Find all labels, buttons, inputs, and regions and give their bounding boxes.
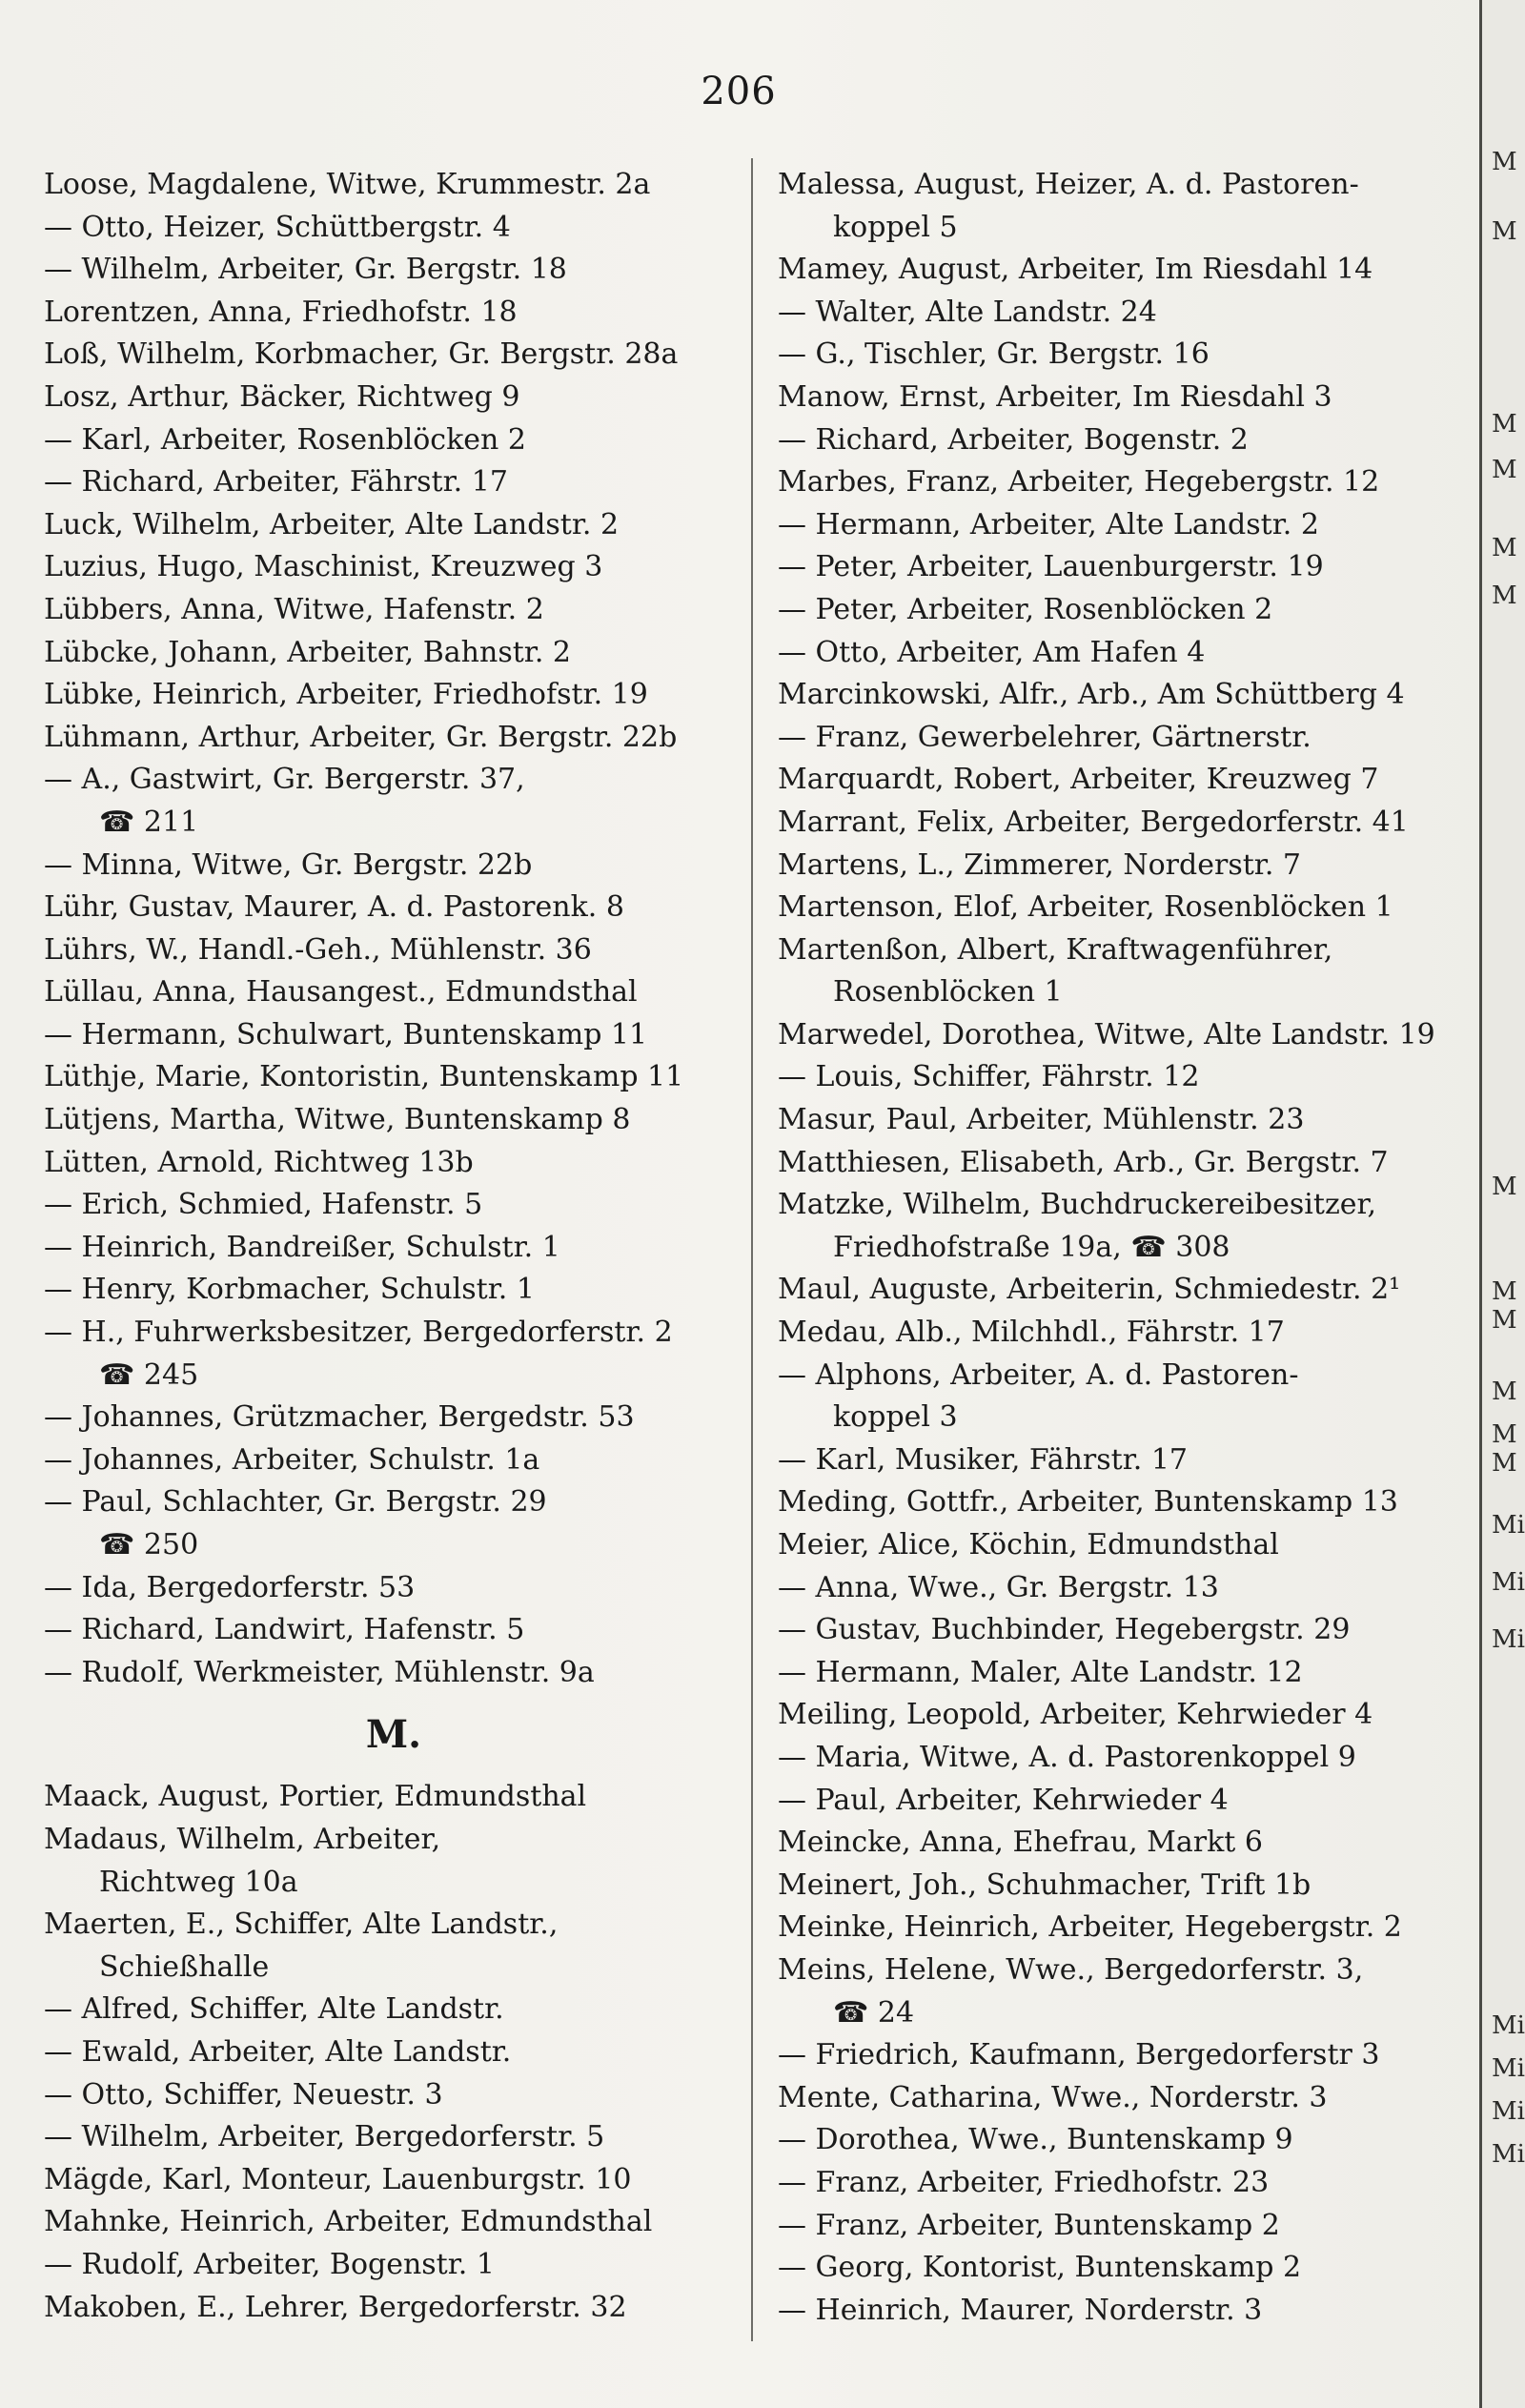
directory-entry: Lorentzen, Anna, Friedhofstr. 18 [44, 295, 518, 329]
entry-continuation: ☎ 24 [833, 1995, 915, 2030]
adjacent-page-fragment: Mi [1492, 2054, 1525, 2083]
directory-entry: Luzius, Hugo, Maschinist, Kreuzweg 3 [44, 550, 603, 584]
directory-entry: Marbes, Franz, Arbeiter, Hegebergstr. 12 [778, 465, 1380, 500]
page-number: 206 [701, 70, 777, 113]
directory-entry: — Johannes, Arbeiter, Schulstr. 1a [44, 1442, 540, 1477]
adjacent-page-fragment: M [1492, 410, 1517, 439]
directory-entry: — Peter, Arbeiter, Rosenblöcken 2 [778, 592, 1273, 626]
directory-entry: — Minna, Witwe, Gr. Bergstr. 22b [44, 847, 533, 882]
directory-entry: — Anna, Wwe., Gr. Bergstr. 13 [778, 1570, 1219, 1604]
directory-entry: Martenson, Elof, Arbeiter, Rosenblöcken 1 [778, 890, 1393, 925]
directory-entry: Lübbers, Anna, Witwe, Hafenstr. 2 [44, 592, 544, 626]
directory-entry: Loß, Wilhelm, Korbmacher, Gr. Bergstr. 28a [44, 337, 679, 372]
left-column [44, 164, 743, 2329]
directory-entry: Maerten, E., Schiffer, Alte Landstr., [44, 1908, 559, 1942]
entry-continuation: Richtweg 10a [99, 1865, 298, 1899]
directory-entry: — Heinrich, Bandreißer, Schulstr. 1 [44, 1230, 560, 1264]
entry-continuation: Friedhofstraße 19a, ☎ 308 [833, 1230, 1230, 1264]
directory-entry: — Ida, Bergedorferstr. 53 [44, 1570, 416, 1604]
adjacent-page-fragment: M [1492, 456, 1517, 484]
directory-entry: Madaus, Wilhelm, Arbeiter, [44, 1822, 441, 1856]
directory-entry: Matzke, Wilhelm, Buchdruckereibesitzer, [778, 1188, 1377, 1222]
directory-entry: — Gustav, Buchbinder, Hegebergstr. 29 [778, 1613, 1351, 1647]
directory-entry: — Walter, Alte Landstr. 24 [778, 295, 1157, 329]
directory-entry: Maack, August, Portier, Edmundsthal [44, 1780, 587, 1814]
adjacent-page-fragment: M [1492, 148, 1517, 176]
directory-entry: Lührs, W., Handl.-Geh., Mühlenstr. 36 [44, 932, 592, 967]
directory-entry: Lüthje, Marie, Kontoristin, Buntenskamp 11 [44, 1060, 684, 1094]
directory-entry: Martenßon, Albert, Kraftwagenführer, [778, 932, 1333, 967]
directory-entry: Lühr, Gustav, Maurer, A. d. Pastorenk. 8 [44, 890, 624, 925]
directory-entry: Mente, Catharina, Wwe., Norderstr. 3 [778, 2080, 1328, 2114]
adjacent-page-fragment: M [1492, 1306, 1517, 1335]
directory-entry: — A., Gastwirt, Gr. Bergerstr. 37, [44, 763, 525, 797]
directory-entry: — Alfred, Schiffer, Alte Landstr. [44, 1992, 504, 2027]
section-heading: M. [365, 1712, 422, 1758]
entry-continuation: koppel 5 [833, 210, 958, 244]
directory-entry: Meincke, Anna, Ehefrau, Markt 6 [778, 1826, 1263, 1860]
directory-entry: Losz, Arthur, Bäcker, Richtweg 9 [44, 379, 520, 414]
directory-entry: Martens, L., Zimmerer, Norderstr. 7 [778, 847, 1301, 882]
directory-entry: Matthiesen, Elisabeth, Arb., Gr. Bergstr. 7 [778, 1145, 1389, 1179]
directory-entry: Lütten, Arnold, Richtweg 13b [44, 1145, 474, 1179]
adjacent-page-edge [1479, 0, 1525, 2408]
directory-entry: — Franz, Arbeiter, Buntenskamp 2 [778, 2208, 1280, 2242]
directory-entry: — Richard, Arbeiter, Bogenstr. 2 [778, 422, 1249, 457]
adjacent-page-fragment: Mi [1492, 2011, 1525, 2040]
directory-entry: Maul, Auguste, Arbeiterin, Schmiedestr. 2¹ [778, 1273, 1401, 1307]
adjacent-page-fragment: Mi [1492, 1625, 1525, 1654]
directory-entry: — Otto, Arbeiter, Am Hafen 4 [778, 635, 1206, 669]
directory-entry: — Georg, Kontorist, Buntenskamp 2 [778, 2251, 1302, 2285]
adjacent-page-fragment: Mi [1492, 1568, 1525, 1597]
directory-entry: — Dorothea, Wwe., Buntenskamp 9 [778, 2123, 1293, 2157]
directory-entry: — Alphons, Arbeiter, A. d. Pastoren- [778, 1357, 1299, 1392]
directory-entry: — H., Fuhrwerksbesitzer, Bergedorferstr. 2 [44, 1316, 673, 1350]
entry-continuation: ☎ 211 [99, 805, 199, 839]
directory-entry: Mamey, August, Arbeiter, Im Riesdahl 14 [778, 253, 1373, 287]
directory-entry: — Hermann, Arbeiter, Alte Landstr. 2 [778, 507, 1319, 541]
directory-entry: Meinke, Heinrich, Arbeiter, Hegebergstr. 2 [778, 1910, 1402, 1945]
directory-entry: — Johannes, Grützmacher, Bergedstr. 53 [44, 1400, 635, 1435]
entry-continuation: ☎ 245 [99, 1357, 199, 1392]
directory-entry: Loose, Magdalene, Witwe, Krummestr. 2a [44, 168, 651, 201]
column-divider [751, 158, 753, 2341]
adjacent-page-fragment: M [1492, 217, 1517, 246]
directory-entry: Marrant, Felix, Arbeiter, Bergedorferstr. 41 [778, 805, 1409, 839]
directory-entry: Lüllau, Anna, Hausangest., Edmundsthal [44, 975, 638, 1010]
entry-continuation: ☎ 250 [99, 1528, 199, 1561]
directory-entry: — Paul, Schlachter, Gr. Bergstr. 29 [44, 1485, 547, 1520]
directory-entry: Lütjens, Martha, Witwe, Buntenskamp 8 [44, 1103, 631, 1137]
directory-entry: Masur, Paul, Arbeiter, Mühlenstr. 23 [778, 1103, 1305, 1137]
directory-entry: — G., Tischler, Gr. Bergstr. 16 [778, 337, 1210, 372]
directory-entry: Lübcke, Johann, Arbeiter, Bahnstr. 2 [44, 635, 571, 669]
directory-entry: Marwedel, Dorothea, Witwe, Alte Landstr. 19 [778, 1017, 1435, 1051]
directory-entry: — Richard, Landwirt, Hafenstr. 5 [44, 1613, 525, 1647]
adjacent-page-fragment: M [1492, 1173, 1517, 1201]
directory-entry: Meding, Gottfr., Arbeiter, Buntenskamp 13 [778, 1485, 1398, 1520]
directory-entry: — Hermann, Schulwart, Buntenskamp 11 [44, 1017, 648, 1051]
directory-entry: — Henry, Korbmacher, Schulstr. 1 [44, 1273, 535, 1307]
directory-entry: Manow, Ernst, Arbeiter, Im Riesdahl 3 [778, 379, 1332, 414]
directory-entry: — Hermann, Maler, Alte Landstr. 12 [778, 1655, 1303, 1689]
right-column [778, 164, 1474, 2332]
adjacent-page-fragment: Mi [1492, 2140, 1525, 2169]
directory-entry: — Rudolf, Werkmeister, Mühlenstr. 9a [44, 1655, 595, 1689]
directory-entry: Meins, Helene, Wwe., Bergedorferstr. 3, [778, 1952, 1364, 1987]
directory-entry: Mägde, Karl, Monteur, Lauenburgstr. 10 [44, 2162, 632, 2196]
directory-entry: Meier, Alice, Köchin, Edmundsthal [778, 1528, 1279, 1561]
directory-entry: Lübke, Heinrich, Arbeiter, Friedhofstr. 19 [44, 678, 648, 712]
directory-entry: — Wilhelm, Arbeiter, Bergedorferstr. 5 [44, 2120, 605, 2154]
directory-entry: — Karl, Arbeiter, Rosenblöcken 2 [44, 422, 526, 457]
directory-entry: — Franz, Arbeiter, Friedhofstr. 23 [778, 2165, 1270, 2199]
directory-entry: — Friedrich, Kaufmann, Bergedorferstr 3 [778, 2038, 1380, 2072]
directory-entry: Lühmann, Arthur, Arbeiter, Gr. Bergstr. 22b [44, 720, 678, 754]
entry-continuation: Rosenblöcken 1 [833, 975, 1063, 1010]
directory-entry: Meiling, Leopold, Arbeiter, Kehrwieder 4 [778, 1698, 1373, 1732]
adjacent-page-fragment: M [1492, 1377, 1517, 1406]
entry-continuation: Schießhalle [99, 1949, 270, 1984]
directory-entry: — Peter, Arbeiter, Lauenburgerstr. 19 [778, 550, 1324, 584]
adjacent-page-fragment: M [1492, 1277, 1517, 1306]
directory-entry: — Otto, Heizer, Schüttbergstr. 4 [44, 210, 511, 244]
directory-entry: — Rudolf, Arbeiter, Bogenstr. 1 [44, 2247, 495, 2281]
directory-entry: — Louis, Schiffer, Fährstr. 12 [778, 1060, 1200, 1094]
directory-entry: — Heinrich, Maurer, Norderstr. 3 [778, 2293, 1263, 2327]
directory-entry: Luck, Wilhelm, Arbeiter, Alte Landstr. 2 [44, 507, 620, 541]
directory-entry: Marquardt, Robert, Arbeiter, Kreuzweg 7 [778, 763, 1379, 797]
entry-continuation: koppel 3 [833, 1400, 958, 1435]
adjacent-page-fragment: M [1492, 1449, 1517, 1478]
directory-entry: Medau, Alb., Milchhdl., Fährstr. 17 [778, 1316, 1285, 1350]
adjacent-page-fragment: Mi [1492, 1511, 1525, 1540]
directory-entry: — Wilhelm, Arbeiter, Gr. Bergstr. 18 [44, 253, 567, 287]
directory-entry: — Ewald, Arbeiter, Alte Landstr. [44, 2034, 512, 2069]
directory-entry: Marcinkowski, Alfr., Arb., Am Schüttberg 4 [778, 678, 1405, 712]
adjacent-page-fragment: Mi [1492, 2097, 1525, 2126]
directory-entry: Malessa, August, Heizer, A. d. Pastoren- [778, 168, 1359, 201]
directory-entry: — Franz, Gewerbelehrer, Gärtnerstr. [778, 720, 1312, 754]
directory-entry: Meinert, Joh., Schuhmacher, Trift 1b [778, 1867, 1312, 1902]
directory-entry: Mahnke, Heinrich, Arbeiter, Edmundsthal [44, 2205, 653, 2239]
adjacent-page-fragment: M [1492, 582, 1517, 610]
directory-entry: — Erich, Schmied, Hafenstr. 5 [44, 1188, 483, 1222]
directory-entry: — Paul, Arbeiter, Kehrwieder 4 [778, 1783, 1229, 1817]
directory-entry: — Karl, Musiker, Fährstr. 17 [778, 1442, 1188, 1477]
directory-entry: — Otto, Schiffer, Neuestr. 3 [44, 2077, 443, 2112]
directory-entry: Makoben, E., Lehrer, Bergedorferstr. 32 [44, 2290, 627, 2324]
adjacent-page-fragment: M [1492, 534, 1517, 562]
directory-entry: — Maria, Witwe, A. d. Pastorenkoppel 9 [778, 1740, 1356, 1774]
adjacent-page-fragment: M [1492, 1420, 1517, 1449]
directory-entry: — Richard, Arbeiter, Fährstr. 17 [44, 465, 508, 500]
